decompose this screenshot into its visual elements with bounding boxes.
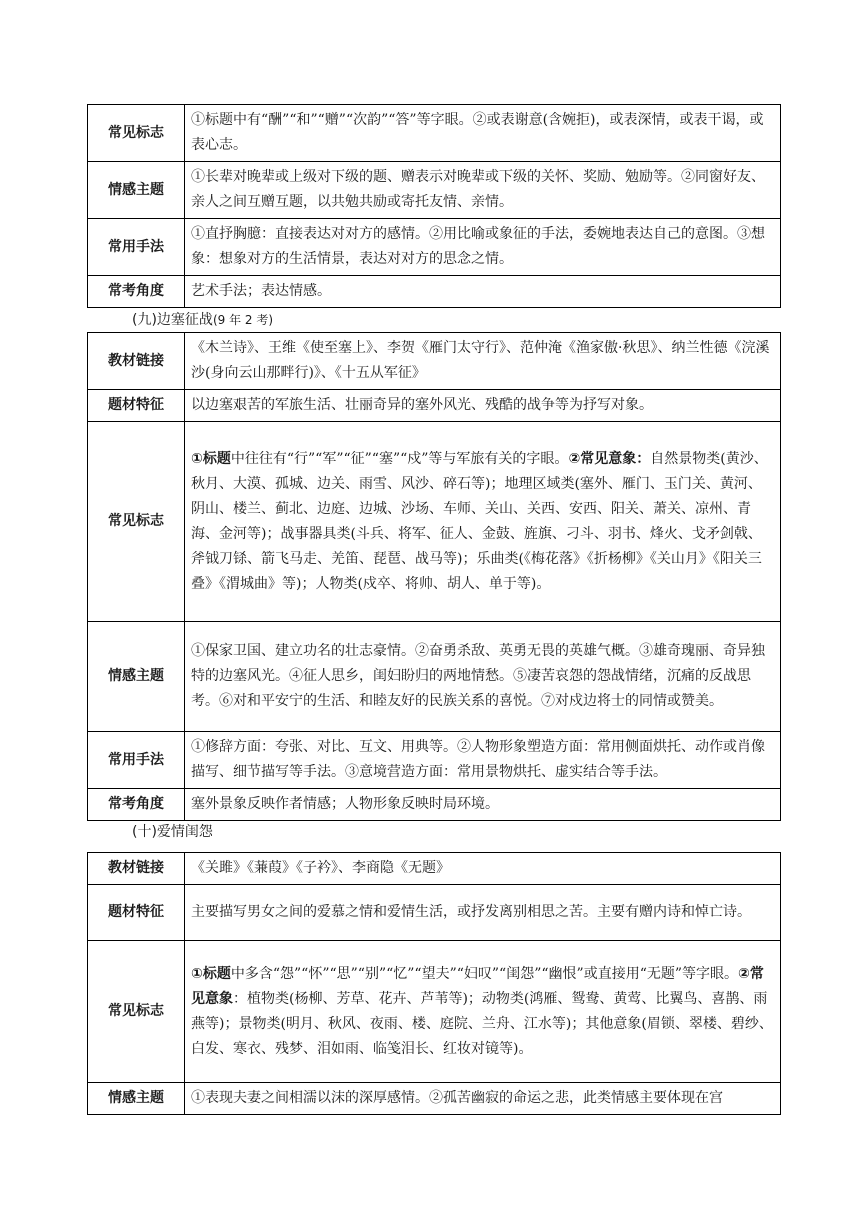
content-text: ：植物类(杨柳、芳草、花卉、芦苇等)；动物类(鸿雁、鸳鸯、黄莺、比翼鸟、喜鹊、雨燕等)；景物类(明月、秋风、夜雨、楼、庭院、兰舟、江水等)；其他意象(眉锁、翠楼、碧纱、白发、寒衣、残梦、泪如雨、临笺泪长、红妆对镜等)。 [191,990,773,1057]
keyword-imagery: ②常见意象 [191,965,764,1007]
keyword-imagery: ②常见意象： [568,450,651,467]
row-content: 艺术手法；表达情感。 [185,276,781,308]
row-content: 塞外景象反映作者情感；人物形象反映时局环境。 [185,789,781,821]
section-note: (9 年 2 考) [212,313,274,327]
table-love-poems [87,852,781,1115]
content-text: 中往往有“行”“军”“征”“塞”“戍”等与军旅有关的字眼。 [230,450,569,467]
section-heading-love [132,822,213,842]
section-title: (十)爱情闺怨 [132,824,213,840]
row-content: 以边塞艰苦的军旅生活、壮丽奇异的塞外风光、残酷的战争等为抒写对象。 [185,390,781,422]
table-row [88,1083,781,1115]
table-farewell-poems [87,104,781,308]
row-content [185,422,781,622]
row-label: 题材特征 [88,390,185,422]
row-content: ①长辈对晚辈或上级对下级的题、赠表示对晚辈或下级的关怀、奖励、勉励等。②同窗好友、亲人之间互赠互题，以共勉共励或寄托友情、亲情。 [185,162,781,219]
row-label: 常见标志 [88,422,185,622]
row-content: 《关雎》《蒹葭》《子衿》、李商隐《无题》 [185,853,781,885]
row-content: ①修辞方面：夸张、对比、互文、用典等。②人物形象塑造方面：常用侧面烘托、动作或肖像描写、细节描写等手法。③意境营造方面：常用景物烘托、虚实结合等手法。 [185,732,781,789]
table-row [88,276,781,308]
table-row [88,732,781,789]
table-row [88,622,781,732]
table-frontier-poems [87,332,781,821]
row-content: ①表现夫妻之间相濡以沫的深厚感情。②孤苦幽寂的命运之悲，此类情感主要体现在宫 [185,1083,781,1115]
row-label: 情感主题 [88,1083,185,1115]
content-text: 自然景物类(黄沙、秋月、大漠、孤城、边关、雨雪、风沙、碎石等)；地理区域类(塞外、雁门、玉门关、黄河、阴山、楼兰、蓟北、边庭、边城、沙场、车师、关山、关西、安西、阳关、萧关、凉州、青海、金河等)；战事器具类(斗兵、将军、征人、金鼓、旌旗、刁斗、羽书、烽火、戈矛剑戟、斧钺刀铩、箭飞马走、羌笛、琵琶、战马等)；乐曲类(《梅花落》《折杨柳》《关山月》《阳关三叠》《渭城曲》等)；人物类(戍卒、将帅、胡人、单于等)。 [191,450,768,592]
table-row [88,789,781,821]
row-label: 常考角度 [88,789,185,821]
row-label: 常考角度 [88,276,185,308]
row-content: 《木兰诗》、王维《使至塞上》、李贺《雁门太守行》、范仲淹《渔家傲·秋思》、纳兰性德《浣溪沙(身向云山那畔行)》、《十五从军征》 [185,333,781,390]
keyword-title: ①标题 [191,450,231,467]
row-label: 教材链接 [88,853,185,885]
row-label: 常见标志 [88,941,185,1083]
row-label: 情感主题 [88,162,185,219]
table-row [88,333,781,390]
row-label: 情感主题 [88,622,185,732]
section-heading-frontier [132,310,273,330]
table-row [88,219,781,276]
table-row [88,422,781,622]
row-label: 常用手法 [88,732,185,789]
row-content: ①保家卫国、建立功名的壮志豪情。②奋勇杀敌、英勇无畏的英雄气概。③雄奇瑰丽、奇异独特的边塞风光。④征人思乡，闺妇盼归的两地情愁。⑤凄苦哀怨的怨战情绪，沉痛的反战思考。⑥对和平安宁的生活、和睦友好的民族关系的喜悦。⑦对戍边将士的同情或赞美。 [185,622,781,732]
content-text: 中多含“怨”“怀”“思”“别”“忆”“望夫”“妇叹”“闺怨”“幽恨”或直接用“无题”等字眼。 [230,965,739,982]
row-label: 教材链接 [88,333,185,390]
row-content: ①标题中有“酬”“和”“赠”“次韵”“答”等字眼。②或表谢意(含婉拒)，或表深情，或表干谒，或表心志。 [185,105,781,162]
table-row [88,941,781,1083]
table-row [88,390,781,422]
row-content: ①直抒胸臆：直接表达对对方的感情。②用比喻或象征的手法，委婉地表达自己的意图。③想象：想象对方的生活情景，表达对对方的思念之情。 [185,219,781,276]
table-row [88,885,781,941]
row-content: 主要描写男女之间的爱慕之情和爱情生活，或抒发离别相思之苦。主要有赠内诗和悼亡诗。 [185,885,781,941]
row-label: 常见标志 [88,105,185,162]
row-content [185,941,781,1083]
keyword-title: ①标题 [191,965,231,982]
row-label: 常用手法 [88,219,185,276]
table-row [88,853,781,885]
row-label: 题材特征 [88,885,185,941]
table-row [88,162,781,219]
table-row [88,105,781,162]
section-title: (九)边塞征战 [132,312,213,328]
